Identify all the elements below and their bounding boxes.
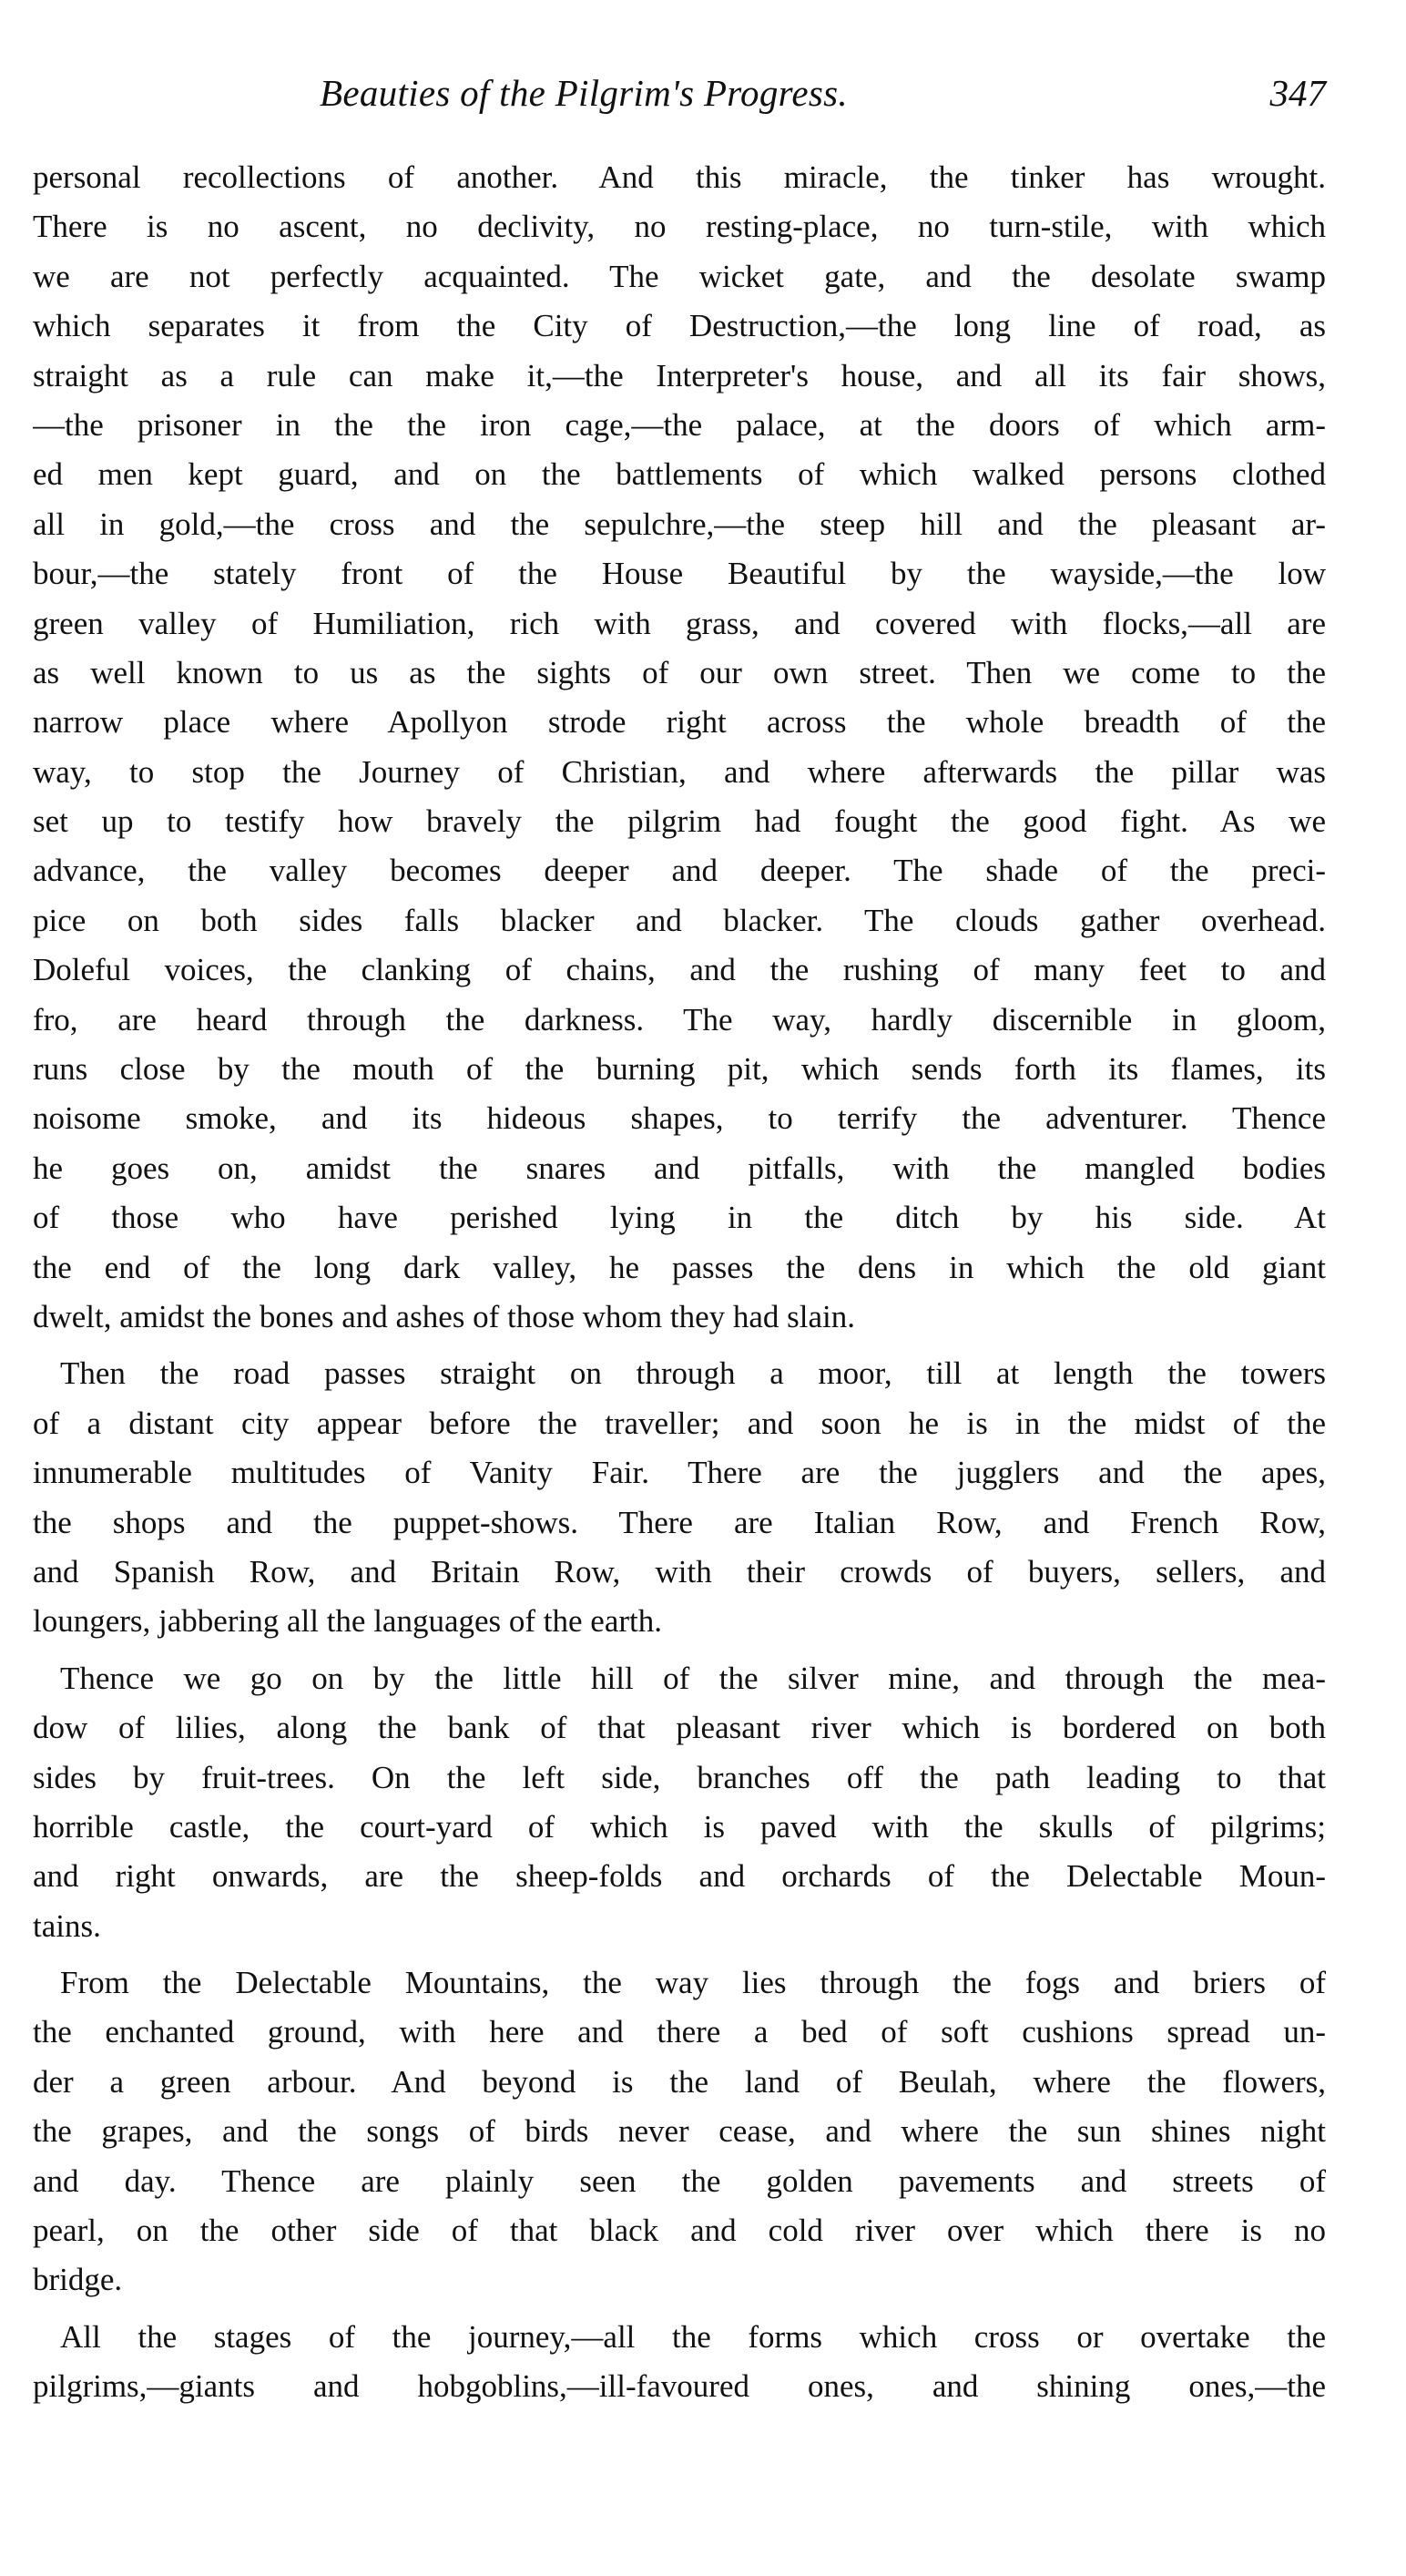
text-line: bridge.	[33, 2262, 123, 2298]
text-line: sides by fruit-trees. On the left side, branches off the path leading to that	[33, 1759, 1326, 1795]
paragraph	[33, 153, 1326, 1342]
text-line: narrow place where Apollyon strode right across the whole breadth of the	[33, 704, 1326, 741]
text-line: dow of lilies, along the bank of that pleasant river which is bordered on both	[33, 1710, 1326, 1746]
text-line: dwelt, amidst the bones and ashes of those whom they had slain.	[33, 1298, 856, 1334]
text-line: Thence we go on by the little hill of the silver mine, and through the mea-	[60, 1660, 1326, 1696]
text-line: the grapes, and the songs of birds never cease, and where the sun shines night	[33, 2113, 1326, 2150]
paragraph	[33, 1958, 1326, 2305]
text-line: of those who have perished lying in the ditch by his side. At	[33, 1200, 1326, 1236]
paragraph	[33, 1349, 1326, 1646]
paragraph	[33, 2313, 1326, 2412]
body-text	[33, 153, 1326, 2412]
text-line: way, to stop the Journey of Christian, and where afterwards the pillar was	[33, 753, 1326, 790]
text-line: personal recollections of another. And this miracle, the tinker has wrought.	[33, 159, 1326, 195]
text-line: the end of the long dark valley, he passes the dens in which the old giant	[33, 1249, 1326, 1285]
text-line: —the prisoner in the the iron cage,—the palace, at the doors of which arm-	[33, 406, 1326, 443]
text-line: set up to testify how bravely the pilgrim had fought the good fight. As we	[33, 803, 1326, 840]
text-line: ed men kept guard, and on the battlements of which walked persons clothed	[33, 456, 1326, 493]
text-line: pearl, on the other side of that black and cold river over which there is no	[33, 2213, 1326, 2249]
text-line: all in gold,—the cross and the sepulchre,—the steep hill and the pleasant ar-	[33, 506, 1326, 542]
text-line: Doleful voices, the clanking of chains, and the rushing of many feet to and	[33, 952, 1326, 988]
running-title: Beauties of the Pilgrim's Progress.	[320, 72, 848, 114]
text-line: and Spanish Row, and Britain Row, with their crowds of buyers, sellers, and	[33, 1553, 1326, 1590]
text-line: we are not perfectly acquainted. The wicket gate, and the desolate swamp	[33, 258, 1326, 294]
text-line: which separates it from the City of Destruction,—the long line of road, as	[33, 308, 1326, 344]
text-line: as well known to us as the sights of our own street. Then we come to the	[33, 654, 1326, 690]
text-line: From the Delectable Mountains, the way lies through the fogs and briers of	[60, 1965, 1326, 2001]
text-line: noisome smoke, and its hideous shapes, to terrify the adventurer. Thence	[33, 1100, 1326, 1137]
text-line: runs close by the mouth of the burning pit, which sends forth its flames, its	[33, 1051, 1326, 1088]
text-line: horrible castle, the court-yard of which is paved with the skulls of pilgrims;	[33, 1808, 1326, 1845]
text-line: fro, are heard through the darkness. The way, hardly discernible in gloom,	[33, 1001, 1326, 1038]
text-line: pilgrims,—giants and hobgoblins,—ill-favoured ones, and shining ones,—the	[33, 2368, 1326, 2405]
text-line: green valley of Humiliation, rich with grass, and covered with flocks,—all are	[33, 605, 1326, 641]
text-line: tains.	[33, 1907, 101, 1944]
text-line: der a green arbour. And beyond is the land of Beulah, where the flowers,	[33, 2063, 1326, 2100]
text-line: loungers, jabbering all the languages of the earth.	[33, 1603, 663, 1640]
running-head	[33, 71, 1326, 126]
text-line: and day. Thence are plainly seen the golden pavements and streets of	[33, 2162, 1326, 2199]
text-line: innumerable multitudes of Vanity Fair. There are the jugglers and the apes,	[33, 1455, 1326, 1491]
book-page	[33, 0, 1326, 2576]
text-line: the enchanted ground, with here and there a bed of soft cushions spread un-	[33, 2014, 1326, 2050]
text-line: All the stages of the journey,—all the forms which cross or overtake the	[60, 2318, 1326, 2355]
text-line: pice on both sides falls blacker and blacker. The clouds gather overhead.	[33, 902, 1326, 938]
text-line: advance, the valley becomes deeper and deeper. The shade of the preci-	[33, 853, 1326, 889]
text-line: the shops and the puppet-shows. There are Italian Row, and French Row,	[33, 1504, 1326, 1540]
page-number: 347	[1269, 72, 1326, 114]
text-line: There is no ascent, no declivity, no resting-place, no turn-stile, with which	[33, 209, 1326, 245]
text-line: and right onwards, are the sheep-folds and orchards of the Delectable Moun-	[33, 1858, 1326, 1895]
paragraph	[33, 1654, 1326, 1951]
text-line: he goes on, amidst the snares and pitfalls, with the mangled bodies	[33, 1150, 1326, 1186]
text-line: Then the road passes straight on through a moor, till at length the towers	[60, 1355, 1326, 1392]
text-line: of a distant city appear before the traveller; and soon he is in the midst of the	[33, 1405, 1326, 1441]
text-line: bour,—the stately front of the House Beautiful by the wayside,—the low	[33, 556, 1326, 592]
text-line: straight as a rule can make it,—the Interpreter's house, and all its fair shows,	[33, 357, 1326, 394]
